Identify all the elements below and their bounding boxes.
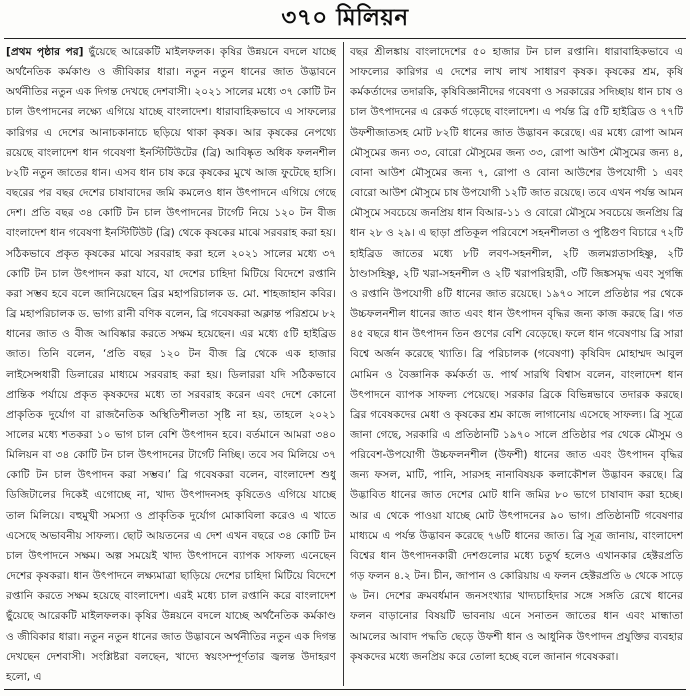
left-column-text: ছুঁয়েছে আরেকটি মাইলফলক। কৃষির উন্নয়নে বদলে যাচ্ছে অর্থনৈতিক কর্মকাণ্ড ও জীবিকার ধারা। নতুন নতুন ধানের জাত উদ্ভাবনে অর্থনীতির নতুন এক দিগন্ত দেখছে দেশবাসী। ২০২১ সালের মধ্যে ৩৭ কোটি টন চাল উৎপাদনের লক্ষ্যে এগিয়ে যাচ্ছে বাংলাদেশ। ধারাবাহিকভাবে এ সাফল্যের কারিগর এ দেশের আনাচকানাচে ছড়িয়ে থাকা কৃষক। আর কৃষকের নেপথ্যে রয়েছে বাংলাদেশ ধান গবেষণা ইনস্টিটিউটের (ব্রি) আবিষ্কৃত অধিক ফলনশীল ৮২টি নতুন জাতের ধান। এসব ধান চাষ করে কৃষকের মুখে আজ ফুটেছে হাসি। বছরের পর বছর দেশের চাষাবাদের জমি কমলেও ধান উৎপাদনে এগিয়ে গেছে দেশ। প্রতি বছর ৩৪ কোটি টন চাল উৎপাদনের টার্গেট নিয়ে ১২০ টন বীজ বাংলাদেশ ধান গবেষণা ইনস্টিটিউট (ব্রি) থেকে কৃষকের মাঝে সরবরাহ করা হয়। সঠিকভাবে প্রকৃত কৃষকের মাঝে সরবরাহ করা হলে ২০২১ সালের মধ্যে ৩৭ কোটি টন চাল উৎপাদন করা যাবে, যা দেশের চাহিদা মিটিয়ে বিদেশে রপ্তানি করা সম্ভব হবে বলে জানিয়েছেন ব্রির মহাপরিচালক ড. মো. শাহজাহান কবির। ব্রি মহাপরিচালক ড. ভাগ্য রানী বণিক বলেন, ব্রি গবেষকরা অক্লান্ত পরিশ্রমে ৮২ ধানের জাত ও বীজ আবিষ্কার করতে সক্ষম হয়েছেন। এর মধ্যে ৫টি হাইব্রিড জাত। তিনি বলেন, ‘প্রতি বছর ১২০ টন বীজ ব্রি থেকে এক হাজার লাইসেন্সধারী ডিলারের মাধ্যমে সরবরাহ করা হয়। ডিলাররা যদি সঠিকভাবে প্রান্তিক পর্যায়ে প্রকৃত কৃষকদের মধ্যে তা সরবরাহ করেন এবং দেশে কোনো প্রাকৃতিক দুর্যোগ বা রাজনৈতিক অস্থিতিশীলতা সৃষ্টি না হয়, তাহলে ২০২১ সালের মধ্যে শতকরা ১০ ভাগ চাল বেশি উৎপাদন হবে। বর্তমানে আমরা ৩৪০ মিলিয়ন বা ৩৪ কোটি টন চাল উৎপাদনের টার্গেট নিচ্ছি। তবে সব মিলিয়ে ৩৭ কোটি টন চাল উৎপাদন করা সম্ভব।’ ব্রি গবেষকরা বলেন, বাংলাদেশ শুধু ডিজিটালের দিকেই এগোচ্ছে না, খাদ্য উৎপাদনসহ কৃষিতেও এগিয়ে যাচ্ছে তাল মিলিয়ে। বহুমুখী সমস্যা ও প্রাকৃতিক দুর্যোগ মোকাবিলা করেও এ খাতে এসেছে অভাবনীয় সাফল্য। ছোট আয়তনের এ দেশ এখন বছরে ৩৪ কোটি টন চাল উৎপাদনে সক্ষম। অল্প সময়েই খাদ্য উৎপাদনে ব্যাপক সাফল্য এনেছেন দেশের কৃষকরা। ধান উৎপাদনে লক্ষ্যমাত্রা ছাড়িয়ে দেশের চাহিদা মিটিয়ে বিদেশে রপ্তানি করতে সক্ষম হয়েছে বাংলাদেশ। এরই মধ্যে চাল রপ্তানি করে বাংলাদেশ ছুঁয়েছে আরেকটি মাইলফলক। কৃষির উন্নয়নে বদলে যাচ্ছে অর্থনৈতিক কর্মকাণ্ড ও জীবিকার ধারা। নতুন নতুন ধানের জাত উদ্ভাবনে অর্থনীতির নতুন এক দিগন্ত দেখছেন দেশবাসী। সংশ্লিষ্টরা বলছেন, খাদ্যে স্বয়ংসম্পূর্ণতার জ্বলন্ত উদাহরণ হলো, এ — [6, 46, 336, 683]
column-divider — [343, 42, 344, 686]
headline-bar — [0, 0, 690, 36]
left-column — [6, 42, 336, 686]
right-column — [350, 42, 683, 686]
article-headline: ৩৭০ মিলিয়ন — [281, 4, 409, 31]
continued-from-front-page-tag: [প্রথম পৃষ্ঠার পর] — [6, 46, 84, 58]
bottom-rule — [4, 689, 686, 690]
left-column-paragraph — [6, 42, 336, 686]
headline-rule — [4, 38, 686, 39]
right-column-paragraph: বছর শ্রীলঙ্কায় বাংলাদেশের ৫০ হাজার টন চাল রপ্তানি। ধারাবাহিকভাবে এ সাফল্যের কারিগর এ দেশের লাখ লাখ সাধারণ কৃষক। কৃষকের শ্রম, কৃষি কর্মকর্তাদের তদারকি, কৃষিবিজ্ঞানীদের গবেষণা ও সরকারের সদিচ্ছায় ধান চাষ ও চাল উৎপাদনের এ রেকর্ড গড়েছে বাংলাদেশ। এ পর্যন্ত ব্রি ৫টি হাইব্রিড ও ৭৭টি উফশীজাতসহ মোট ৮২টি ধানের জাত উদ্ভাবন করেছে। এর মধ্যে রোপা আমন মৌসুমের জন্য ৩৩, বোরো মৌসুমের জন্য ৩৩, রোপা আউশ মৌসুমের জন্য ৪, বোনা আউশ মৌসুমের জন্য ৭, রোপা ও বোনা আউশের উপযোগী ১ এবং বোরো আউশ মৌসুমে চাষ উপযোগী ১২টি জাত রয়েছে। তবে এখন পর্যন্ত আমন মৌসুমে সবচেয়ে জনপ্রিয় ধান বিআর-১১ ও বোরো মৌসুমে সবচেয়ে জনপ্রিয় ব্রি ধান ২৮ ও ২৯। এ ছাড়া প্রতিকূল পরিবেশে সহনশীলতা ও পুষ্টিগুণ বিচারে ৭২টি হাইব্রিড জাতের মধ্যে ৮টি লবণ-সহনশীল, ২টি জলমগ্নতাসহিষ্ণু, ২টি ঠাণ্ডাসহিষ্ণু, ২টি খরা-সহনশীল ও ২টি খরাপরিহারী, ৩টি জিঙ্কসমৃদ্ধ এবং সুগন্ধি ও রপ্তানি উপযোগী ৪টি ধানের জাত রয়েছে। ১৯৭০ সালে প্রতিষ্ঠার পর থেকে উচ্চফলনশীল ধানের জাত এবং ধান উৎপাদন বৃদ্ধির জন্য কাজ করছে ব্রি। গত ৪৫ বছরে ধান উৎপাদন তিন গুণের বেশি বেড়েছে। ফলে ধান গবেষণায় ব্রি সারা বিশ্বে অর্জন করেছে খ্যাতি। ব্রি পরিচালক (গবেষণা) কৃষিবিদ মোহাম্মদ আবুল মোমিন ও বৈজ্ঞানিক কর্মকর্তা ড. পার্থ সারথি বিশ্বাস বলেন, বাংলাদেশ ধান উৎপাদনে ব্যাপক সাফল্য পেয়েছে। সরকার ব্রিকে বিভিন্নভাবে তদারক করছে। ব্রির গবেষকদের মেধা ও কৃষকের শ্রম কাজে লাগানোয় এসেছে সাফল্য। ব্রি সূত্রে জানা গেছে, সরকারি এ প্রতিষ্ঠানটি ১৯৭০ সালে প্রতিষ্ঠার পর থেকে মৌসুম ও পরিবেশ-উপযোগী উচ্চফলনশীল (উফশী) ধানের জাত এবং উৎপাদন বৃদ্ধির জন্য ফসল, মাটি, পানি, সারসহ নানাবিষয়ক কলাকৌশল উদ্ভাবন করছে। ব্রি উদ্ভাবিত ধানের জাত দেশের মোট ধানি জমির ৮০ ভাগে চাষাবাদ করা হচ্ছে। আর এ থেকে পাওয়া যাচ্ছে মোট উৎপাদনের ৯০ ভাগ। প্রতিষ্ঠানটি গবেষণার মাধ্যমে এ পর্যন্ত উদ্ভাবন করেছে ৭৬টি ধানের জাত। ব্রি সূত্র জানায়, বাংলাদেশ বিশ্বের ধান উৎপাদনকারী দেশগুলোর মধ্যে চতুর্থ হলেও এখানকার হেক্টরপ্রতি গড় ফলন ৪.২ টন। চীন, জাপান ও কোরিয়ায় এ ফলন হেক্টরপ্রতি ৬ থেকে সাড়ে ৬ টন। দেশের ক্রমবর্ধমান জনসংখ্যার খাদ্যচাহিদার সঙ্গে সঙ্গতি রেখে ধানের ফলন বাড়ানোর বিষয়টি ভাবনায় এনে সনাতন জাতের ধান এবং মান্ধাতা আমলের আবাদ পদ্ধতি ছেড়ে উফশী ধান ও আধুনিক উৎপাদন প্রযুক্তির ব্যবহার কৃষকদের মধ্যে জনপ্রিয় করে তোলা হচ্ছে বলে জানান গবেষকরা। — [350, 46, 683, 663]
